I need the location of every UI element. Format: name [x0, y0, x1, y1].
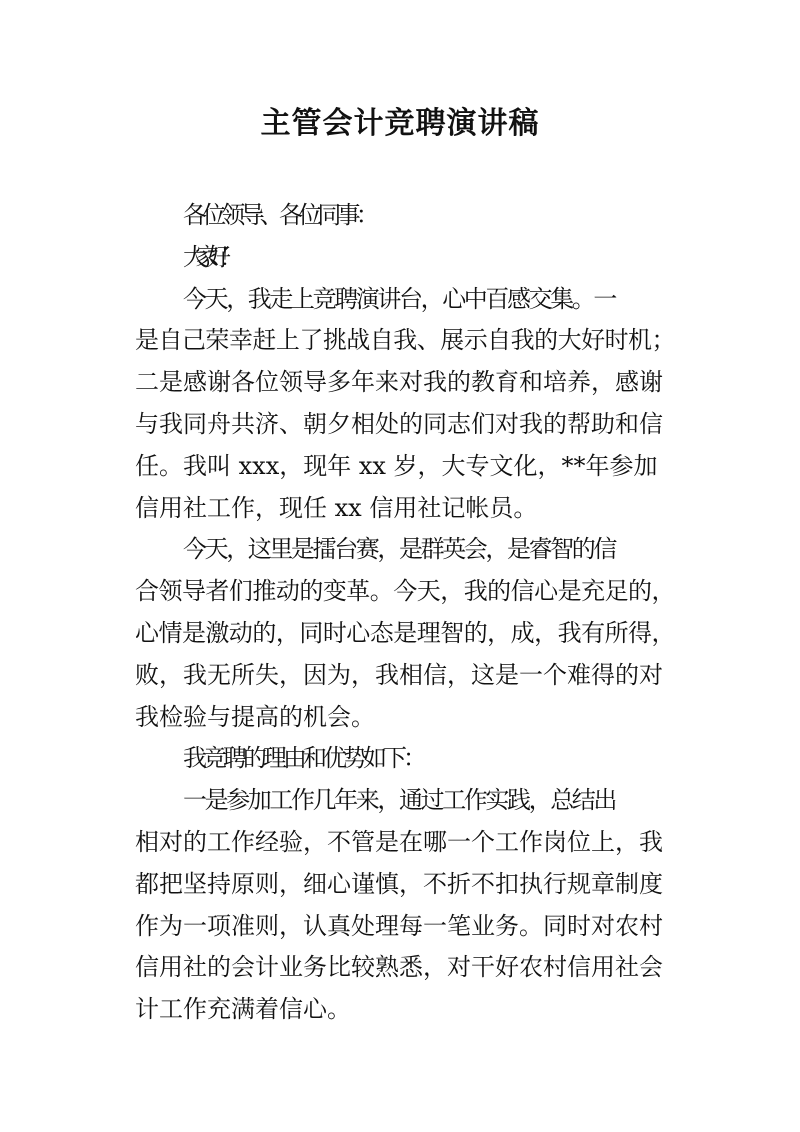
- text-line: 一是参加工作几年来，通过工作实践，总结出: [183, 786, 615, 815]
- text-line: 是自己荣幸赶上了挑战自我、展示自我的大好时机；: [135, 326, 675, 355]
- text-line: 都把坚持原则，细心谨慎，不折不扣执行规章制度: [135, 869, 663, 898]
- text-line: 今天，这里是擂台赛，是群英会，是睿智的信: [183, 535, 615, 564]
- text-line: 计工作充满着信心。: [135, 995, 351, 1024]
- document-title: 主管会计竞聘演讲稿: [260, 106, 540, 141]
- text-line: 信用社工作，现任 xx 信用社记帐员。: [135, 493, 538, 522]
- text-line: 心情是激动的，同时心态是理智的，成，我有所得，: [135, 618, 675, 647]
- text-line: 合领导者们推动的变革。今天，我的信心是充足的，: [135, 577, 675, 606]
- text-line: 作为一项准则，认真处理每一笔业务。同时对农村: [135, 911, 663, 940]
- text-line: 我检验与提高的机会。: [135, 702, 375, 731]
- text-line: 今天，我走上竞聘演讲台，心中百感交集。一: [183, 284, 615, 313]
- text-line: 各位领导、各位同事：: [183, 201, 375, 229]
- document-body: [135, 195, 675, 1031]
- text-line: 我竞聘的理由和优势如下：: [183, 744, 423, 773]
- text-line: 大家好！: [183, 242, 231, 271]
- text-line: 任。我叫 xxx，现年 xx 岁，大专文化，**年参加: [135, 451, 658, 480]
- text-line: 败，我无所失，因为，我相信，这是一个难得的对: [135, 660, 663, 689]
- text-line: 信用社的会计业务比较熟悉，对干好农村信用社会: [135, 953, 663, 982]
- text-line: 相对的工作经验，不管是在哪一个工作岗位上，我: [135, 827, 663, 856]
- text-line: 二是感谢各位领导多年来对我的教育和培养，感谢: [135, 368, 663, 397]
- text-line: 与我同舟共济、朝夕相处的同志们对我的帮助和信: [135, 409, 663, 438]
